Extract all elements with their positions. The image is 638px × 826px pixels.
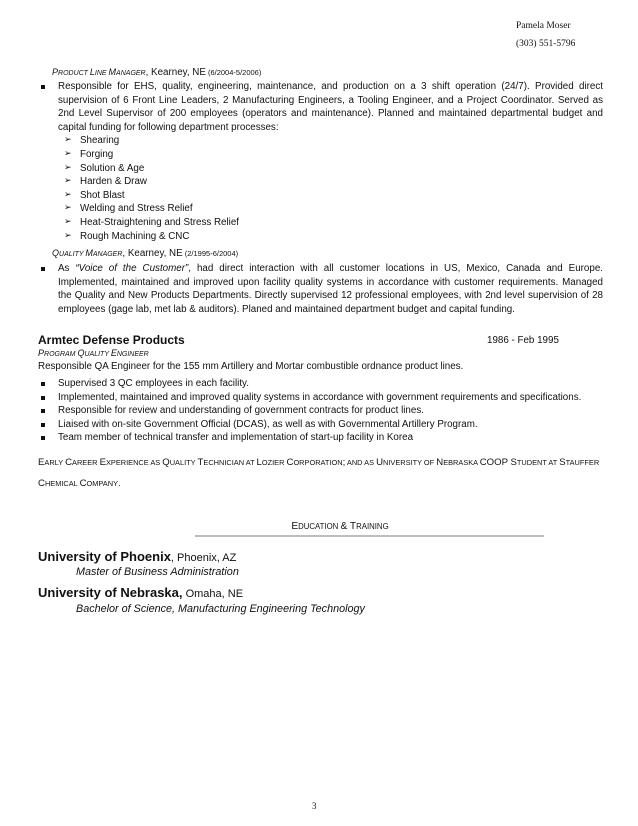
responsibility-bullet: Responsible for review and understanding of government contracts for product lines. [38, 404, 603, 418]
role-location: , Kearney, NE [122, 248, 183, 259]
school-name: University of Nebraska, [38, 585, 183, 600]
role-location: , Kearney, NE [145, 67, 206, 78]
responsibility-bullet: Supervised 3 QC employees in each facility. [38, 377, 603, 391]
responsibility-bullet: Implemented, maintained and improved quality systems in accordance with government requirements and specifications. [38, 391, 603, 405]
process-list [58, 134, 603, 243]
quote: “Voice of the Customer” [75, 263, 189, 274]
section-divider [195, 535, 544, 537]
school-location: Omaha, NE [182, 588, 244, 600]
school-location: , Phoenix, AZ [170, 552, 237, 564]
process-item: ➢ Solution & Age [64, 162, 603, 176]
product-line-manager-section [38, 80, 603, 243]
company-dates: 1986 - Feb 1995 [487, 335, 559, 346]
role-title-program-quality-engineer: PROGRAM QUALITY ENGINEER [38, 348, 149, 358]
armtec-bullets [38, 377, 603, 445]
early-career-statement: EARLY CAREER EXPERIENCE AS QUALITY TECHNICIAN AT LOZIER CORPORATION; AND AS UNIVERSITY OF NEBRASKA COOP STUDENT AT STAUFFER CHEMICAL COMPANY. [38, 457, 600, 489]
responsibility-bullet: As “Voice of the Customer”, had direct interaction with all customer locations in US, Mexico, Canada and Europe. Implemented, maintained and improved upon facility quality systems in accordance with customer requirements. Managed the Quality and New Products Departments. Directly supervised 12 professional employees, with 2nd level supervision of 28 employees (gage lab, met lab & auditors). Planed and maintained department budget and capital funding. [38, 262, 603, 316]
page-number: 3 [312, 801, 317, 811]
role-title-product-line-manager: PRODUCT LINE MANAGER, Kearney, NE (6/2004-5/2006) [52, 67, 262, 78]
responsibility-bullet: Liaised with on-site Government Official (DCAS), as well as with Governmental Artillery Program. [38, 418, 603, 432]
education-heading: EDUCATION & TRAINING [291, 521, 389, 532]
school-entry [38, 549, 236, 564]
process-item: ➢ Harden & Draw [64, 175, 603, 189]
process-item: ➢ Forging [64, 148, 603, 162]
candidate-phone: (303) 551-5796 [516, 39, 576, 49]
role-title-quality-manager: QUALITY MANAGER, Kearney, NE (2/1995-6/2004) [52, 248, 239, 259]
responsibility-bullet: Responsible for EHS, quality, engineering, maintenance, and production on a 3 shift operation (24/7). Provided direct supervision of 6 Front Line Leaders, 2 Manufacturing Engineers, a Tooling Engineer, and a Project Coordinator. Served as 2nd Level Supervisor of 200 employees (operators and maintenance). Planned and maintained departmental budget and capital funding for following department processes: ➢ Shearing ➢ Forging ➢ Solution & Age ➢ Harden & Draw ➢ Shot Blast ➢ Welding and Stress Relief ➢ Heat-Straightening and Stress Relief ➢ Rough Machining & CNC [38, 80, 603, 243]
quality-manager-section [38, 262, 603, 316]
contact-header [516, 17, 575, 53]
process-item: ➢ Shot Blast [64, 189, 603, 203]
process-item: ➢ Welding and Stress Relief [64, 202, 603, 216]
school-name: University of Phoenix [38, 549, 171, 564]
candidate-name: Pamela Moser [516, 21, 571, 31]
school-entry [38, 585, 243, 600]
role-dates: (6/2004-5/2006) [205, 68, 262, 77]
company-name: Armtec Defense Products [38, 333, 185, 347]
degree: Master of Business Administration [76, 566, 239, 578]
process-item: ➢ Rough Machining & CNC [64, 230, 603, 244]
degree: Bachelor of Science, Manufacturing Engineering Technology [76, 603, 365, 615]
role-dates: (2/1995-6/2004) [182, 249, 239, 258]
role-summary: Responsible QA Engineer for the 155 mm Artillery and Mortar combustible ordnance product lines. [38, 361, 464, 372]
process-item: ➢ Shearing [64, 134, 603, 148]
process-item: ➢ Heat-Straightening and Stress Relief [64, 216, 603, 230]
responsibility-bullet: Team member of technical transfer and implementation of start-up facility in Korea [38, 431, 603, 445]
